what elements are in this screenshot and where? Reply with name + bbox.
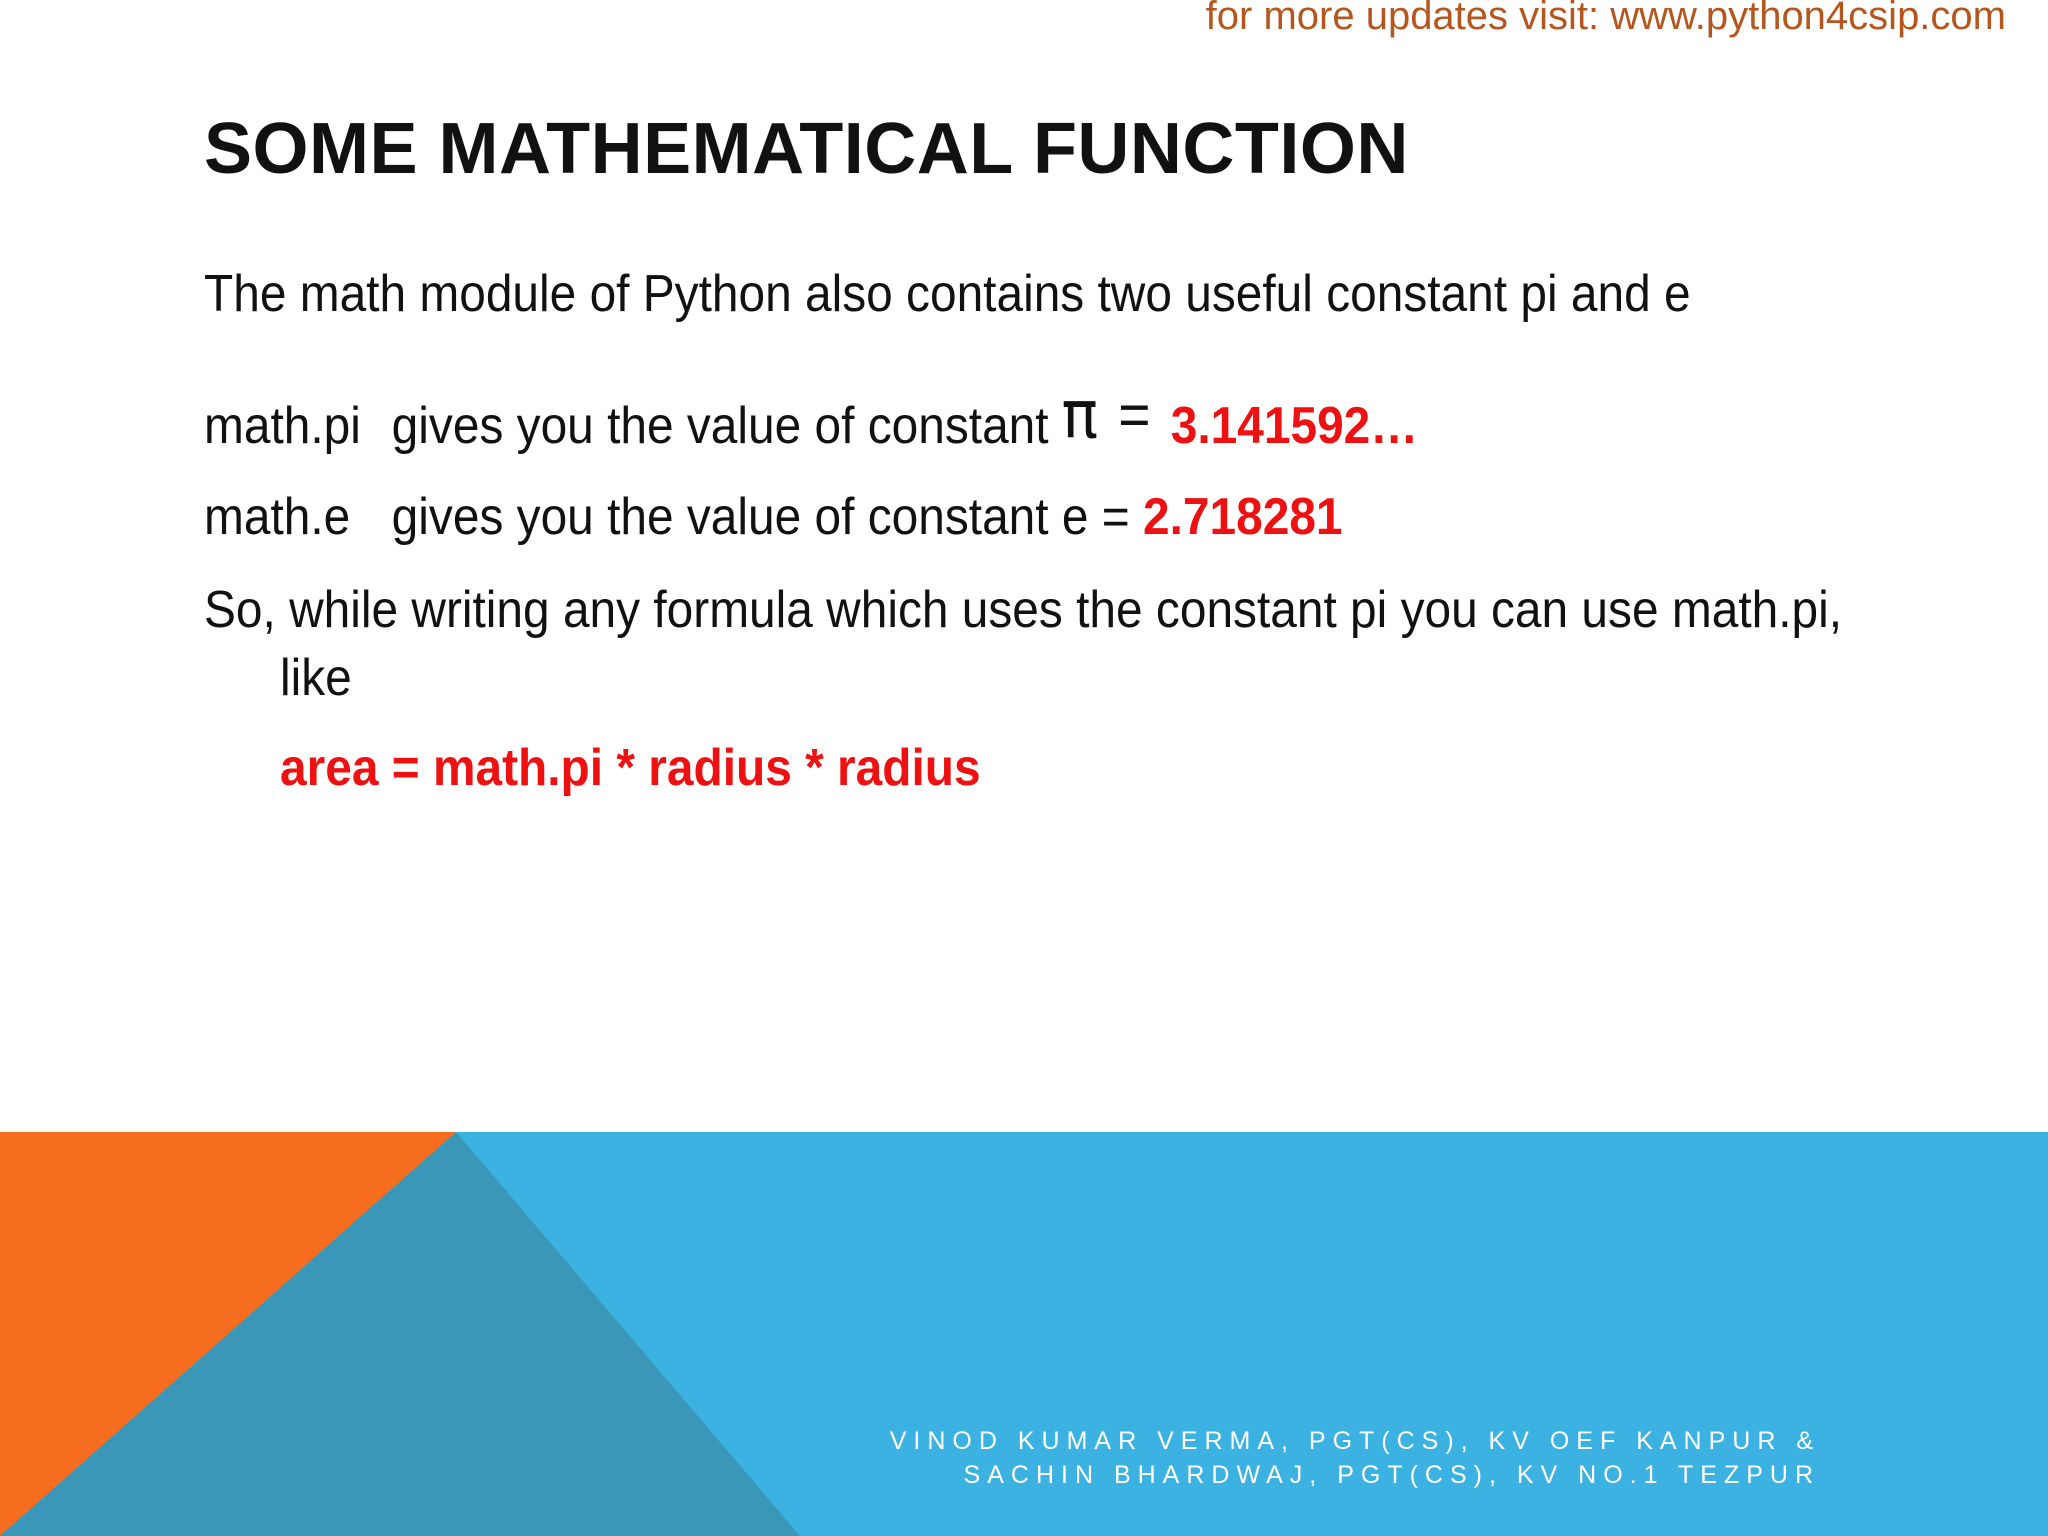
footer-credit-line2: SACHIN BHARDWAJ, PGT(CS), KV NO.1 TEZPUR [963,1461,1820,1489]
pi-symbol: π [1061,376,1099,453]
formula-note-line1: So, while writing any formula which uses the constant pi you can use math.pi, [204,581,1843,639]
e-keyword: math.e [204,488,351,546]
footer-credit-line1: VINOD KUMAR VERMA, PGT(CS), KV OEF KANPUR & [889,1427,1820,1455]
e-description: gives you the value of constant e = [391,488,1130,546]
e-line [204,487,1343,547]
e-value: 2.718281 [1143,488,1343,546]
formula-note-line2: like [280,649,352,707]
pi-description: gives you the value of constant [391,397,1049,455]
example-code: area = math.pi * radius * radius [280,739,981,797]
pi-line [204,376,1419,459]
intro-text: The math module of Python also contains two useful constant pi and e [204,265,1691,323]
slide-title: SOME MATHEMATICAL FUNCTION [204,109,1409,189]
watermark-text: for more updates visit: www.python4csip.com [1205,0,2006,38]
pi-keyword: math.pi [204,397,361,455]
pi-equals: = [1118,381,1151,448]
pi-value: 3.141592… [1170,397,1419,455]
